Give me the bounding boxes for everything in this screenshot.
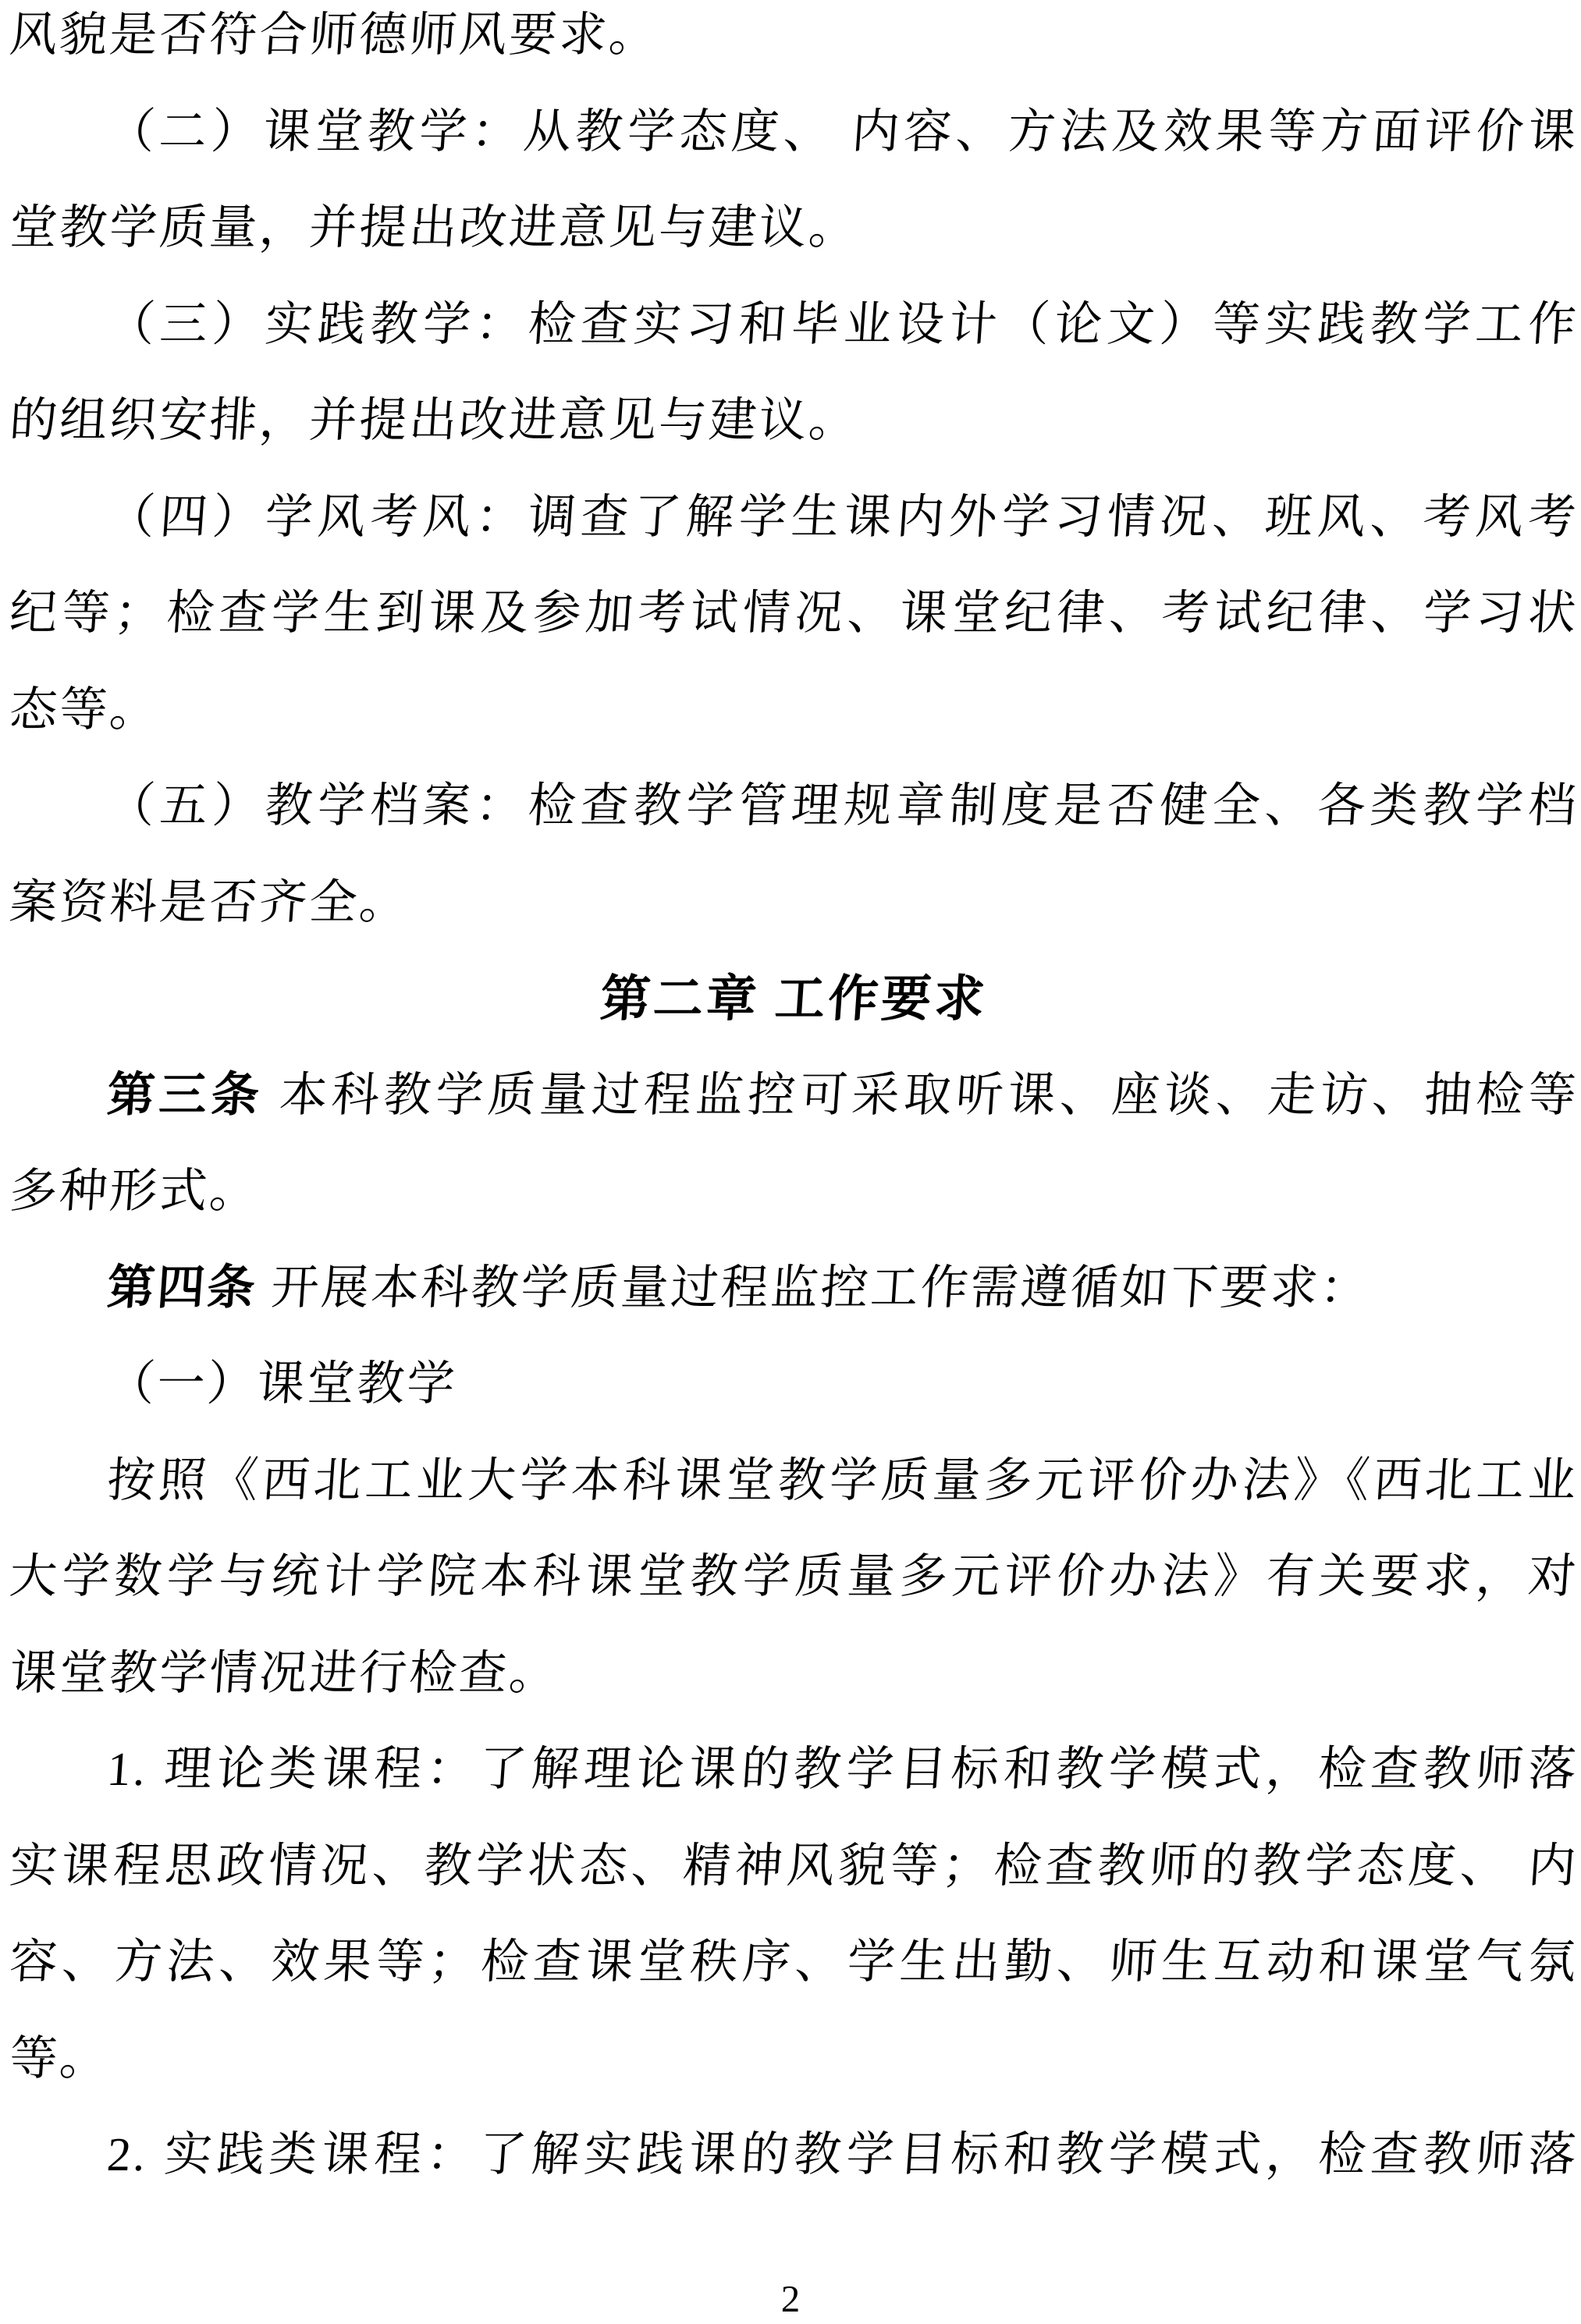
text-line: （一）课堂教学 xyxy=(105,1358,459,1410)
article-number-bold: 第三条 xyxy=(105,1069,265,1122)
text-line: 等。 xyxy=(7,2032,112,2085)
text-line: 案资料是否齐全。 xyxy=(7,876,411,929)
text-line: 实课程思政情况、教学状态、精神风貌等；检查教师的教学态度、 内 xyxy=(7,1840,1580,1893)
article-number-bold: 第四条 xyxy=(105,1261,259,1315)
chapter-heading: 第二章 工作要求 xyxy=(598,971,989,1027)
text-line: 风貌是否符合师德师风要求。 xyxy=(7,9,661,62)
text-line: 1. 理论类课程：了解理论课的教学目标和教学模式，检查教师落 xyxy=(105,1744,1580,1796)
text-line: 堂教学质量，并提出改进意见与建议。 xyxy=(7,202,861,254)
text-line: 按照《西北工业大学本科课堂教学质量多元评价办法》《西北工业 xyxy=(105,1454,1580,1507)
text-line: 容、方法、效果等；检查课堂秩序、学生出勤、师生互动和课堂气氛 xyxy=(7,1936,1580,1989)
text-line: （五）教学档案：检查教学管理规章制度是否健全、各类教学档 xyxy=(105,780,1580,832)
text-line: （四）学风考风：调查了解学生课内外学习情况、班风、考风考 xyxy=(105,491,1580,544)
page-number: 2 xyxy=(780,2277,801,2320)
text-line: 多种形式。 xyxy=(7,1166,261,1218)
text-line: 课堂教学情况进行检查。 xyxy=(7,1647,561,1700)
text-line: 态等。 xyxy=(7,683,162,736)
text-line: 纪等；检查学生到课及参加考试情况、课堂纪律、考试纪律、学习状 xyxy=(7,587,1580,640)
document-body xyxy=(6,0,1580,2204)
text-line: 大学数学与统计学院本科课堂教学质量多元评价办法》有关要求，对 xyxy=(7,1551,1580,1603)
text-line: 第四条 开展本科教学质量过程监控工作需遵循如下要求： xyxy=(105,1261,1373,1315)
text-line: （三）实践教学：检查实习和毕业设计（论文）等实践教学工作 xyxy=(105,298,1580,351)
text-line: 2. 实践类课程：了解实践课的教学目标和教学模式，检查教师落 xyxy=(105,2129,1580,2181)
text-line: 的组织安排，并提出改进意见与建议。 xyxy=(7,395,861,447)
text-line: （二）课堂教学：从教学态度、 内容、方法及效果等方面评价课 xyxy=(105,105,1580,158)
text-line: 第三条 本科教学质量过程监控可采取听课、座谈、走访、抽检等 xyxy=(105,1069,1580,1122)
